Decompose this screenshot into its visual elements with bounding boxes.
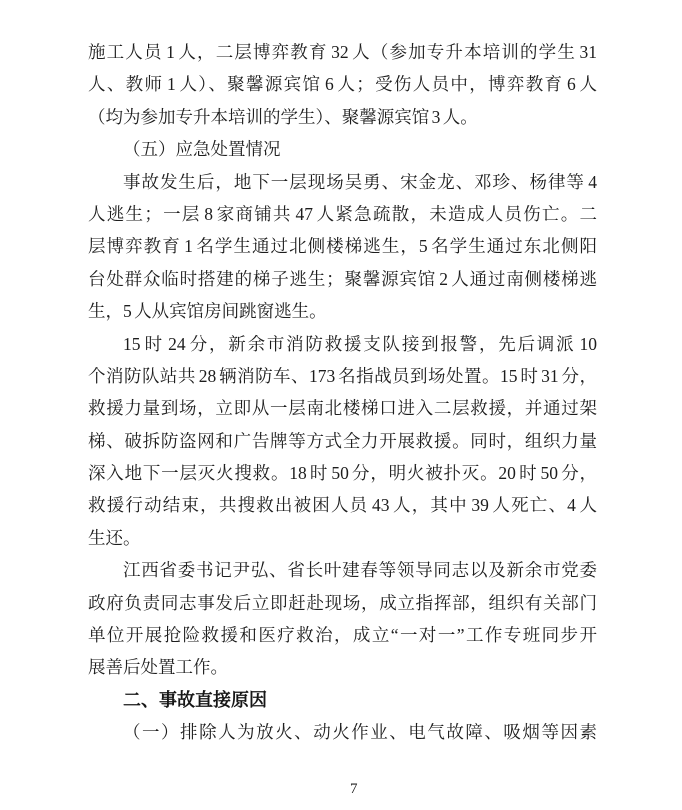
- text-line: 15 时 24 分，新余市消防救援支队接到报警，先后调派 10: [123, 333, 597, 354]
- text-line: 江西省委书记尹弘、省长叶建春等领导同志以及新余市党委: [123, 560, 597, 581]
- text-line: 生，5 人从宾馆房间跳窗逃生。: [88, 301, 327, 322]
- page-number: 7: [350, 781, 358, 797]
- text-line: （均为参加专升本培训的学生）、聚馨源宾馆 3 人。: [88, 106, 478, 127]
- text-block: [88, 36, 597, 749]
- text-line: 救援行动结束，共搜救出被困人员 43 人，其中 39 人死亡、4 人: [88, 495, 597, 516]
- text-line: 人逃生；一层 8 家商铺共 47 人紧急疏散，未造成人员伤亡。二: [88, 203, 597, 224]
- text-line: 施工人员 1 人，二层博弈教育 32 人（参加专升本培训的学生 31: [88, 42, 597, 62]
- text-line: 单位开展抢险救援和医疗救治，成立“一对一”工作专班同步开: [88, 625, 597, 646]
- paragraph-rescue-operation: [88, 328, 597, 555]
- paragraph-casualty-breakdown: [88, 36, 597, 133]
- text-line: 政府负责同志事发后立即赶赴现场，成立指挥部，组织有关部门: [88, 592, 597, 613]
- text-line: （一）排除人为放火、动火作业、电气故障、吸烟等因素: [123, 722, 597, 743]
- paragraph-escape: [88, 166, 597, 328]
- paragraph-leadership-response: [88, 554, 597, 684]
- text-line: （五）应急处置情况: [123, 139, 281, 160]
- text-line: 二、事故直接原因: [123, 689, 267, 710]
- heading-emergency-response: [88, 133, 597, 165]
- text-line: 展善后处置工作。: [88, 657, 228, 678]
- text-line: 层博弈教育 1 名学生通过北侧楼梯逃生，5 名学生通过东北侧阳: [88, 236, 597, 257]
- text-line: 事故发生后，地下一层现场吴勇、宋金龙、邓珍、杨律等 4: [123, 171, 597, 192]
- text-line: 个消防队站共 28 辆消防车、173 名指战员到场处置。15 时 31 分，: [88, 365, 597, 386]
- text-line: 台处群众临时搭建的梯子逃生；聚馨源宾馆 2 人通过南侧楼梯逃: [88, 268, 597, 289]
- paragraph-cause-exclusion: [88, 716, 597, 748]
- text-line: 深入地下一层灭火搜救。18 时 50 分，明火被扑灭。20 时 50 分，: [88, 463, 597, 484]
- text-line: 人、教师 1 人）、聚馨源宾馆 6 人；受伤人员中，博弈教育 6 人: [88, 74, 597, 95]
- heading-direct-cause: [88, 684, 597, 716]
- text-line: 救援力量到场，立即从一层南北楼梯口进入二层救援，并通过架: [88, 398, 597, 419]
- text-line: 梯、破拆防盗网和广告牌等方式全力开展救援。同时，组织力量: [88, 430, 597, 451]
- text-line: 生还。: [88, 527, 141, 548]
